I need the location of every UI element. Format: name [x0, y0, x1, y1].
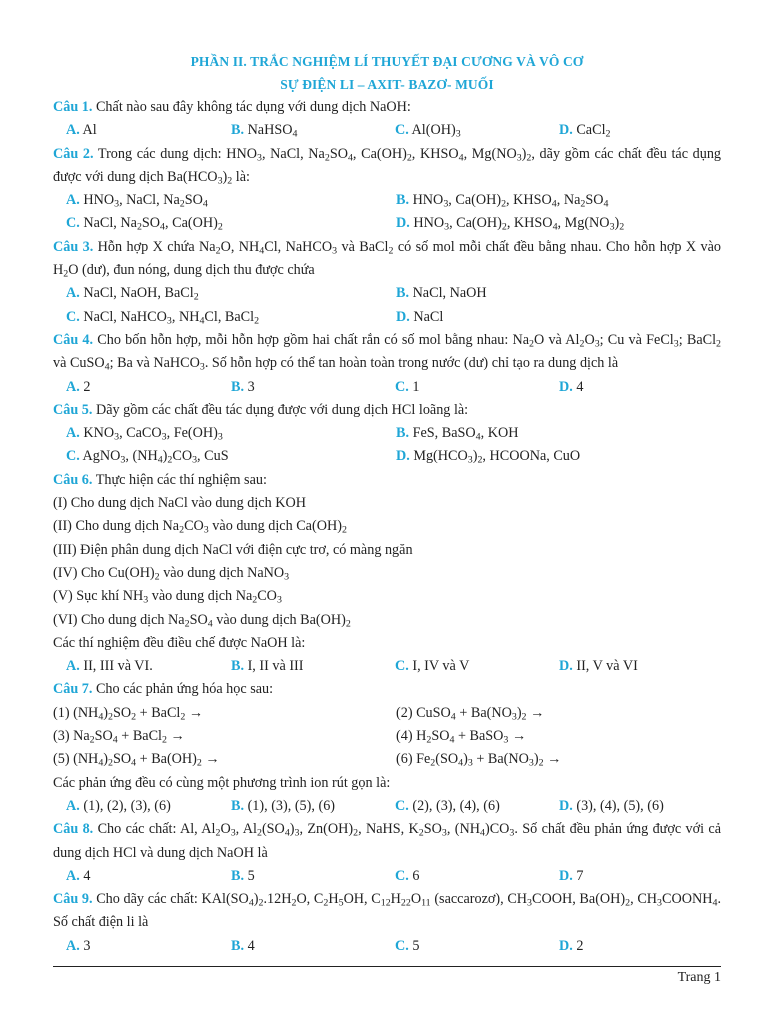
option-b: B. $HNO_3$, $Ca(OH)_2$, $KHSO_4$, $Na_2SO_4$: [396, 192, 609, 210]
experiment-item: (VI) Cho dung dịch $Na_2SO_4$ vào dung dịch $Ba(OH)_2$: [53, 611, 351, 630]
experiment-item: (II) Cho dung dịch $Na_2CO_3$ vào dung dịch $Ca(OH)_2$: [53, 518, 347, 536]
option-a: A. $KNO_3$, CaCO$_3$, $Fe(OH)_3$: [66, 425, 223, 443]
question-label: Câu 9.: [53, 891, 93, 908]
option-d: D. 2: [559, 937, 584, 954]
reaction-item: (4) $H_2SO_4$ + BaSO$_3$ →: [396, 728, 527, 746]
question-ask: Các thí nghiệm đều điều chế được NaOH là:: [53, 634, 306, 651]
question-label: Câu 8.: [53, 821, 94, 838]
question-label: Câu 5.: [53, 401, 93, 418]
option-b: B. NaCl, NaOH: [396, 285, 487, 302]
reaction-row: [53, 748, 721, 771]
footer-divider: [53, 966, 721, 967]
experiment-item: (I) Cho dung dịch NaCl vào dung dịch KOH: [53, 495, 306, 512]
option-d: D. $HNO_3$, $Ca(OH)_2$, $KHSO_4$, $Mg(NO_3)_2$: [396, 215, 625, 233]
question-stem: Trong các dung dịch: $HNO_3$, NaCl, $Na_2SO_4$, $Ca(OH)_2$, $KHSO_4$, $Mg(NO_3)_2$, dãy gồm các chất đều tác dụng được với dung dịch $Ba(HCO_3)_2$ là:: [53, 145, 722, 187]
experiment-item: (IV) Cho $Cu(OH)_2$ vào dung dịch NaNO$_3$: [53, 564, 290, 583]
question-1: [53, 96, 721, 119]
option-c: C. 6: [395, 867, 420, 884]
answer-options: [53, 282, 721, 305]
answer-options: [53, 655, 721, 678]
reaction-row: [53, 725, 721, 748]
option-c: C. 5: [395, 937, 420, 954]
reaction-item: (6) $Fe_2(SO_4)_3 + Ba(NO_3)_2$ →: [396, 751, 562, 769]
answer-options: [53, 422, 721, 445]
answer-options: [53, 445, 721, 468]
option-d: D. (3), (4), (5), (6): [559, 797, 664, 814]
reaction-row: [53, 702, 721, 725]
question-stem: Cho dãy các chất: $KAl(SO_4)_2.12H_2O$, $C_2H_5OH$, $C_{12}H_{22}O_{11}$ (saccarozơ), $CH_3COOH$, $Ba(OH)_2$, $CH_3COONH_4$. Số chất điện li là: [53, 891, 721, 931]
option-c: C. 1: [395, 378, 420, 395]
question-stem: Cho các chất: Al, $Al_2O_3$, $Al_2(SO_4)_3$, $Zn(OH)_2$, NaHS, $K_2SO_3$, $(NH_4)CO_3$. Số chất đều phản ứng được với cả dung dịch HCl và dung dịch NaOH là: [53, 821, 722, 861]
document-page: [53, 50, 721, 958]
question-stem: Thực hiện các thí nghiệm sau:: [92, 471, 267, 488]
option-d: D. 7: [559, 867, 584, 884]
answer-options: [53, 119, 721, 142]
option-d: D. $Mg(HCO_3)_2$, HCOONa, CuO: [396, 448, 581, 466]
question-label: Câu 1.: [53, 99, 93, 115]
question-2: [53, 143, 721, 190]
experiment-item: (III) Điện phân dung dịch NaCl với điện cực trơ, có màng ngăn: [53, 541, 413, 558]
option-b: B. NaHSO$_4$: [231, 122, 298, 140]
question-stem: Dãy gồm các chất đều tác dụng được với dung dịch HCl loãng là:: [92, 401, 469, 418]
question-ask: Các phản ứng đều có cùng một phương trình ion rút gọn là:: [53, 774, 391, 791]
option-c: C. (2), (3), (4), (6): [395, 797, 500, 814]
question-5: [53, 399, 721, 422]
option-b: B. 3: [231, 378, 255, 395]
section-subtitle: SỰ ĐIỆN LI – AXIT- BAZƠ- MUỐI: [280, 77, 494, 92]
question-8: [53, 818, 721, 865]
answer-options: [53, 865, 721, 888]
question-label: Câu 7.: [53, 681, 93, 698]
question-stem: Cho bốn hỗn hợp, mỗi hỗn hợp gồm hai chất rắn có số mol bằng nhau: $Na_2O$ và $Al_2O_3$; Cu và FeCl$_3$; BaCl$_2$ và CuSO$_4$; Ba và NaHCO$_3$. Số hỗn hợp có thể tan hoàn toàn trong nước (dư) chỉ tạo ra dung dịch là: [53, 331, 721, 373]
question-stem: Hỗn hợp X chứa $Na_2O$, $NH_4Cl$, NaHCO$_3$ và BaCl$_2$ có số mol mỗi chất đều bằng nhau. Cho hỗn hợp X vào $H_2O$ (dư), đun nóng, dung dịch thu được chứa: [53, 238, 722, 280]
answer-options: [53, 935, 721, 958]
question-stem: Cho các phản ứng hóa học sau:: [92, 681, 274, 698]
section-title: PHẦN II. TRẮC NGHIỆM LÍ THUYẾT ĐẠI CƯƠNG VÀ VÔ CƠ: [190, 54, 584, 69]
option-a: A. $HNO_3$, NaCl, $Na_2SO_4$: [66, 192, 208, 210]
question-label: Câu 6.: [53, 471, 93, 488]
option-c: C. NaCl, $Na_2SO_4$, $Ca(OH)_2$: [66, 215, 223, 233]
option-d: D. II, V và VI: [559, 658, 638, 675]
experiment-item: (V) Sục khí $NH_3$ vào dung dịch $Na_2CO_3$: [53, 588, 282, 606]
option-a: A. NaCl, NaOH, BaCl$_2$: [66, 285, 199, 303]
answer-options: [53, 376, 721, 399]
option-b: B. FeS, BaSO$_4$, KOH: [396, 425, 519, 443]
reaction-item: (3) $Na_2SO_4$ + BaCl$_2$ →: [53, 728, 185, 746]
option-a: A. 2: [66, 378, 91, 395]
option-b: B. I, II và III: [231, 658, 304, 675]
question-6: [53, 469, 721, 492]
question-stem: Chất nào sau đây không tác dụng với dung dịch NaOH:: [92, 99, 411, 115]
question-label: Câu 3.: [53, 238, 94, 255]
answer-options: [53, 306, 721, 329]
option-b: B. 4: [231, 937, 255, 954]
option-a: A. 3: [66, 937, 91, 954]
option-b: B. (1), (3), (5), (6): [231, 797, 336, 814]
reaction-item: (2) CuSO$_4$ + $Ba(NO_3)_2$ →: [396, 704, 545, 723]
option-b: B. 5: [231, 867, 255, 884]
answer-options: [53, 212, 721, 235]
question-3: [53, 236, 721, 283]
reaction-item: (1) $(NH_4)_2SO_2$ + BaCl$_2$ →: [53, 704, 204, 723]
option-a: A. II, III và VI.: [66, 658, 153, 675]
option-c: C. AgNO$_3$, $(NH_4)_2CO_3$, CuS: [66, 448, 229, 466]
question-9: [53, 888, 721, 935]
option-c: C. NaCl, NaHCO$_3$, $NH_4Cl$, BaCl$_2$: [66, 308, 260, 327]
answer-options: [53, 795, 721, 818]
question-label: Câu 2.: [53, 145, 94, 162]
option-d: D. 4: [559, 378, 584, 395]
option-d: D. CaCl$_2$: [559, 122, 611, 140]
reaction-item: (5) $(NH_4)_2SO_4 + Ba(OH)_2$ →: [53, 751, 220, 769]
answer-options: [53, 189, 721, 212]
page-number: Trang 1: [677, 970, 721, 985]
option-a: A. (1), (2), (3), (6): [66, 797, 171, 814]
question-label: Câu 4.: [53, 331, 94, 348]
option-c: C. I, IV và V: [395, 658, 470, 675]
option-d: D. NaCl: [396, 308, 444, 325]
option-a: A. Al: [66, 122, 97, 139]
option-a: A. 4: [66, 867, 91, 884]
question-4: [53, 329, 721, 376]
option-c: C. $Al(OH)_3$: [395, 122, 461, 140]
question-7: [53, 678, 721, 701]
